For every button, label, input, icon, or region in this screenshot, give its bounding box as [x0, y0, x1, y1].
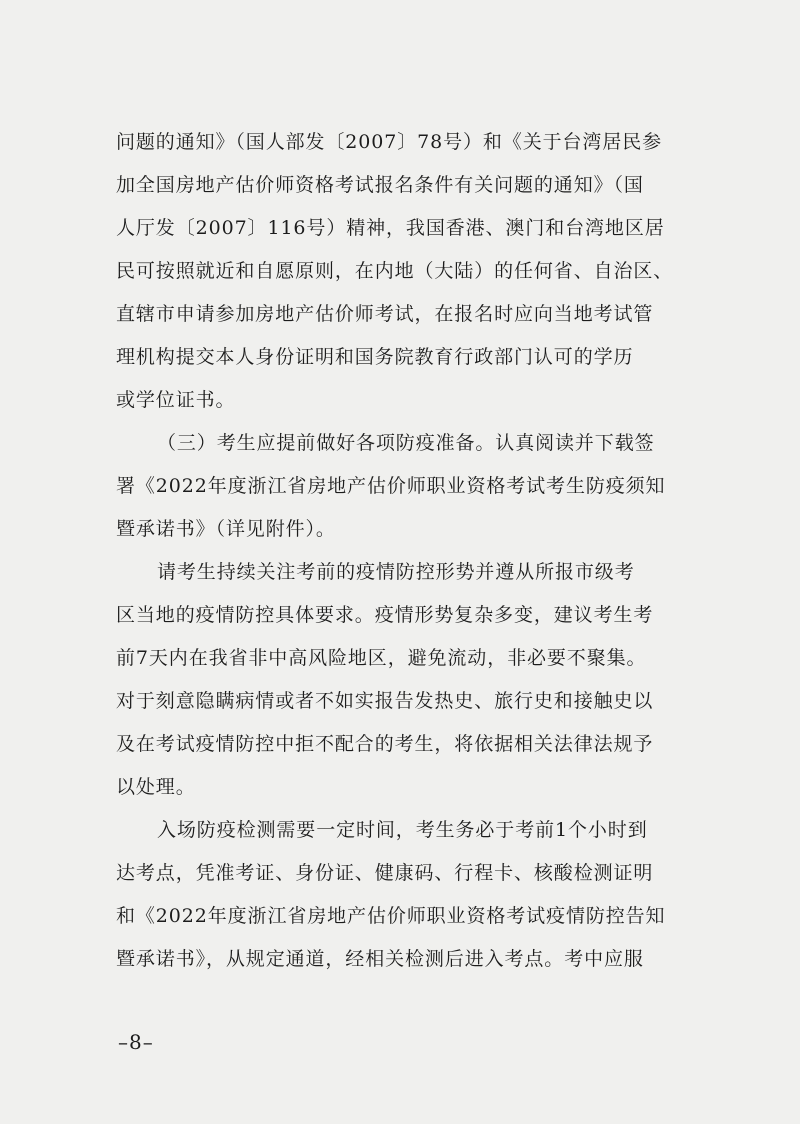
text-line: 以处理。	[116, 776, 196, 798]
body-text	[116, 124, 696, 977]
text-line: 直辖市申请参加房地产估价师考试，在报名时应向当地考试管	[116, 303, 654, 325]
text-line: 及在考试疫情防控中拒不配合的考生，将依据相关法律法规予	[116, 733, 654, 755]
text-line: 暨承诺书》，从规定通道，经相关检测后进入考点。考中应服	[116, 948, 644, 970]
text-line: 区当地的疫情防控具体要求。疫情形势复杂多变，建议考生考	[116, 604, 654, 626]
text-line: 暨承诺书》（详见附件）。	[116, 518, 336, 540]
page-number: –8–	[118, 1030, 154, 1054]
text-line: 前7天内在我省非中高风险地区，避免流动，非必要不聚集。	[116, 647, 647, 669]
text-line: （三）考生应提前做好各项防疫准备。认真阅读并下载签	[157, 432, 655, 454]
text-line: 问题的通知》（国人部发〔2007〕78号）和《关于台湾居民参	[116, 131, 663, 153]
text-line: 和《2022年度浙江省房地产估价师职业资格考试疫情防控告知	[116, 905, 666, 927]
text-line: 或学位证书。	[116, 389, 236, 411]
text-line: 署《2022年度浙江省房地产估价师职业资格考试考生防疫须知	[116, 475, 666, 497]
text-line: 达考点，凭准考证、身份证、健康码、行程卡、核酸检测证明	[116, 862, 654, 884]
text-line: 民可按照就近和自愿原则，在内地（大陆）的任何省、自治区、	[116, 260, 674, 282]
text-line: 加全国房地产估价师资格考试报名条件有关问题的通知》（国	[116, 174, 644, 196]
text-line: 对于刻意隐瞒病情或者不如实报告发热史、旅行史和接触史以	[116, 690, 654, 712]
text-line: 人厅发〔2007〕116号）精神，我国香港、澳门和台湾地区居	[116, 217, 665, 239]
text-line: 理机构提交本人身份证明和国务院教育行政部门认可的学历	[116, 346, 634, 368]
text-line: 请考生持续关注考前的疫情防控形势并遵从所报市级考	[157, 561, 635, 583]
text-line: 入场防疫检测需要一定时间，考生务必于考前1个小时到	[157, 819, 648, 841]
